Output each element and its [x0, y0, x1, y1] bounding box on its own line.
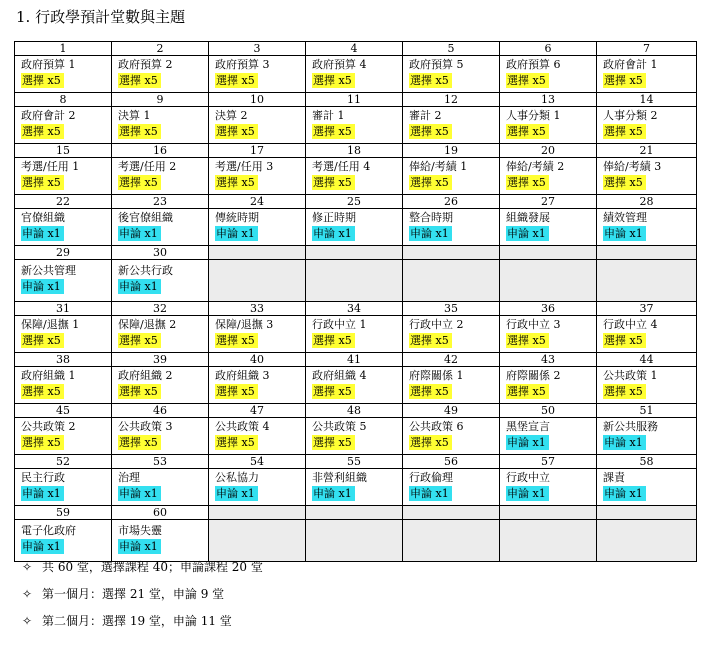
session-cell [209, 107, 306, 144]
session-topic-row [15, 107, 697, 144]
session-cell [597, 56, 697, 93]
empty-cell [209, 246, 306, 260]
session-topic: 傳統時期 [215, 211, 259, 224]
multiple-choice-badge: 選擇 x5 [409, 175, 452, 190]
session-number: 40 [209, 353, 306, 367]
essay-badge: 申論 x1 [603, 486, 646, 501]
session-topic: 民主行政 [21, 471, 65, 484]
multiple-choice-badge: 選擇 x5 [118, 435, 161, 450]
session-topic: 人事分類 1 [506, 109, 561, 122]
multiple-choice-badge: 選擇 x5 [506, 333, 549, 348]
session-cell [306, 418, 403, 455]
essay-badge: 申論 x1 [506, 435, 549, 450]
multiple-choice-badge: 選擇 x5 [603, 384, 646, 399]
session-cell [112, 260, 209, 302]
session-number: 55 [306, 455, 403, 469]
session-topic: 政府預算 1 [21, 58, 76, 71]
summary-note-text: 第一個月：選擇 21 堂，申論 9 堂 [42, 587, 225, 601]
session-cell [112, 316, 209, 353]
session-topic: 行政中立 3 [506, 318, 561, 331]
session-number-row [15, 404, 697, 418]
session-cell [15, 316, 112, 353]
essay-badge: 申論 x1 [215, 226, 258, 241]
session-cell [403, 107, 500, 144]
session-cell [209, 56, 306, 93]
empty-cell [403, 506, 500, 520]
session-topic-row [15, 520, 697, 562]
diamond-bullet-icon: ✧ [22, 560, 33, 574]
session-cell [209, 469, 306, 506]
session-cell [500, 418, 597, 455]
session-number-row [15, 93, 697, 107]
session-topic: 績效管理 [603, 211, 647, 224]
session-number: 41 [306, 353, 403, 367]
essay-badge: 申論 x1 [603, 226, 646, 241]
session-cell [15, 56, 112, 93]
session-topic: 行政中立 4 [603, 318, 658, 331]
session-number: 20 [500, 144, 597, 158]
session-cell [306, 107, 403, 144]
session-cell [112, 107, 209, 144]
session-number: 16 [112, 144, 209, 158]
session-cell [403, 418, 500, 455]
empty-cell [306, 520, 403, 562]
session-number: 24 [209, 195, 306, 209]
session-topic: 保障/退撫 1 [21, 318, 80, 331]
session-topic-row [15, 316, 697, 353]
session-topic: 行政中立 1 [312, 318, 367, 331]
empty-cell [306, 260, 403, 302]
session-number: 10 [209, 93, 306, 107]
session-number: 1 [15, 42, 112, 56]
empty-cell [306, 246, 403, 260]
essay-badge: 申論 x1 [506, 486, 549, 501]
summary-notes [22, 557, 263, 638]
multiple-choice-badge: 選擇 x5 [215, 435, 258, 450]
session-number-row [15, 195, 697, 209]
session-number: 13 [500, 93, 597, 107]
empty-cell [597, 520, 697, 562]
essay-badge: 申論 x1 [215, 486, 258, 501]
session-number: 18 [306, 144, 403, 158]
multiple-choice-badge: 選擇 x5 [215, 384, 258, 399]
session-number: 17 [209, 144, 306, 158]
multiple-choice-badge: 選擇 x5 [312, 333, 355, 348]
session-cell [597, 209, 697, 246]
session-topic: 審計 2 [409, 109, 442, 122]
multiple-choice-badge: 選擇 x5 [312, 384, 355, 399]
session-cell [15, 107, 112, 144]
empty-cell [500, 520, 597, 562]
session-number-row [15, 455, 697, 469]
session-cell [500, 316, 597, 353]
session-cell [403, 367, 500, 404]
multiple-choice-badge: 選擇 x5 [409, 333, 452, 348]
essay-badge: 申論 x1 [118, 279, 161, 294]
multiple-choice-badge: 選擇 x5 [506, 384, 549, 399]
session-topic: 公共政策 6 [409, 420, 464, 433]
session-topic: 行政中立 2 [409, 318, 464, 331]
session-cell [112, 367, 209, 404]
session-number: 42 [403, 353, 500, 367]
session-topic: 政府預算 5 [409, 58, 464, 71]
empty-cell [403, 520, 500, 562]
session-topic: 政府預算 2 [118, 58, 173, 71]
session-topic: 修正時期 [312, 211, 356, 224]
session-number: 8 [15, 93, 112, 107]
multiple-choice-badge: 選擇 x5 [21, 124, 64, 139]
session-topic-row [15, 367, 697, 404]
session-number: 54 [209, 455, 306, 469]
empty-cell [500, 246, 597, 260]
session-number-row [15, 42, 697, 56]
session-number: 29 [15, 246, 112, 260]
session-cell [403, 56, 500, 93]
summary-note [22, 611, 263, 638]
essay-badge: 申論 x1 [21, 486, 64, 501]
session-topic: 府際關係 1 [409, 369, 464, 382]
session-number: 4 [306, 42, 403, 56]
session-cell [112, 418, 209, 455]
session-number: 31 [15, 302, 112, 316]
session-topic: 府際關係 2 [506, 369, 561, 382]
session-number: 26 [403, 195, 500, 209]
session-topic: 人事分類 2 [603, 109, 658, 122]
multiple-choice-badge: 選擇 x5 [312, 73, 355, 88]
essay-badge: 申論 x1 [21, 279, 64, 294]
session-topic: 行政倫理 [409, 471, 453, 484]
summary-note [22, 584, 263, 611]
session-topic: 公共政策 4 [215, 420, 270, 433]
multiple-choice-badge: 選擇 x5 [21, 73, 64, 88]
session-topic: 市場失靈 [118, 524, 162, 537]
session-cell [15, 209, 112, 246]
session-topic: 決算 1 [118, 109, 151, 122]
session-cell [112, 469, 209, 506]
multiple-choice-badge: 選擇 x5 [215, 333, 258, 348]
session-number: 57 [500, 455, 597, 469]
session-cell [15, 469, 112, 506]
session-topic: 政府組織 1 [21, 369, 76, 382]
session-number: 50 [500, 404, 597, 418]
multiple-choice-badge: 選擇 x5 [506, 73, 549, 88]
session-number: 28 [597, 195, 697, 209]
multiple-choice-badge: 選擇 x5 [603, 124, 646, 139]
session-number: 59 [15, 506, 112, 520]
session-cell [500, 56, 597, 93]
session-cell [597, 418, 697, 455]
session-cell [112, 520, 209, 562]
session-number: 5 [403, 42, 500, 56]
multiple-choice-badge: 選擇 x5 [312, 435, 355, 450]
session-number: 14 [597, 93, 697, 107]
session-number: 36 [500, 302, 597, 316]
multiple-choice-badge: 選擇 x5 [506, 175, 549, 190]
session-number: 38 [15, 353, 112, 367]
essay-badge: 申論 x1 [21, 226, 64, 241]
essay-badge: 申論 x1 [21, 539, 64, 554]
session-topic: 審計 1 [312, 109, 345, 122]
session-cell [209, 316, 306, 353]
session-cell [306, 469, 403, 506]
multiple-choice-badge: 選擇 x5 [603, 333, 646, 348]
session-number: 60 [112, 506, 209, 520]
multiple-choice-badge: 選擇 x5 [312, 175, 355, 190]
session-cell [15, 520, 112, 562]
session-cell [403, 469, 500, 506]
multiple-choice-badge: 選擇 x5 [409, 73, 452, 88]
session-cell [306, 209, 403, 246]
session-number: 58 [597, 455, 697, 469]
session-number: 44 [597, 353, 697, 367]
session-number: 22 [15, 195, 112, 209]
session-topic: 俸給/考績 3 [603, 160, 662, 173]
session-number: 52 [15, 455, 112, 469]
summary-note-text: 第二個月：選擇 19 堂，申論 11 堂 [42, 614, 232, 628]
session-cell [306, 367, 403, 404]
session-number: 37 [597, 302, 697, 316]
session-cell [112, 209, 209, 246]
multiple-choice-badge: 選擇 x5 [215, 73, 258, 88]
multiple-choice-badge: 選擇 x5 [118, 333, 161, 348]
session-cell [209, 418, 306, 455]
session-number: 46 [112, 404, 209, 418]
session-topic: 保障/退撫 2 [118, 318, 177, 331]
session-topic: 治理 [118, 471, 140, 484]
session-topic: 課責 [603, 471, 625, 484]
multiple-choice-badge: 選擇 x5 [21, 333, 64, 348]
session-cell [209, 209, 306, 246]
session-topic: 俸給/考績 2 [506, 160, 565, 173]
empty-cell [500, 506, 597, 520]
session-number: 30 [112, 246, 209, 260]
session-topic-row [15, 469, 697, 506]
session-cell [597, 316, 697, 353]
summary-note [22, 557, 263, 584]
session-number: 56 [403, 455, 500, 469]
multiple-choice-badge: 選擇 x5 [312, 124, 355, 139]
session-cell [15, 367, 112, 404]
multiple-choice-badge: 選擇 x5 [603, 175, 646, 190]
session-number: 6 [500, 42, 597, 56]
empty-cell [500, 260, 597, 302]
session-cell [500, 469, 597, 506]
empty-cell [306, 506, 403, 520]
session-topic-row [15, 158, 697, 195]
session-topic: 政府預算 3 [215, 58, 270, 71]
session-cell [403, 158, 500, 195]
session-number: 12 [403, 93, 500, 107]
session-number: 25 [306, 195, 403, 209]
schedule-table [14, 41, 697, 562]
session-topic: 公共政策 3 [118, 420, 173, 433]
session-topic: 新公共服務 [603, 420, 658, 433]
session-number: 39 [112, 353, 209, 367]
session-cell [112, 158, 209, 195]
session-topic: 電子化政府 [21, 524, 76, 537]
session-number: 45 [15, 404, 112, 418]
session-topic: 公共政策 1 [603, 369, 658, 382]
multiple-choice-badge: 選擇 x5 [21, 435, 64, 450]
session-number: 7 [597, 42, 697, 56]
session-cell [500, 107, 597, 144]
session-cell [15, 158, 112, 195]
session-cell [597, 158, 697, 195]
session-topic: 政府預算 4 [312, 58, 367, 71]
session-cell [15, 260, 112, 302]
session-cell [500, 158, 597, 195]
session-number: 51 [597, 404, 697, 418]
empty-cell [209, 520, 306, 562]
session-cell [597, 469, 697, 506]
session-cell [209, 158, 306, 195]
essay-badge: 申論 x1 [312, 486, 355, 501]
session-topic: 考選/任用 4 [312, 160, 371, 173]
multiple-choice-badge: 選擇 x5 [506, 124, 549, 139]
session-topic: 考選/任用 3 [215, 160, 274, 173]
session-topic: 政府會計 1 [603, 58, 658, 71]
session-topic: 新公共管理 [21, 264, 76, 277]
session-topic: 官僚組織 [21, 211, 65, 224]
empty-cell [597, 246, 697, 260]
session-topic: 政府預算 6 [506, 58, 561, 71]
session-number: 19 [403, 144, 500, 158]
session-number: 43 [500, 353, 597, 367]
empty-cell [209, 506, 306, 520]
session-cell [306, 56, 403, 93]
session-cell [597, 107, 697, 144]
session-topic: 整合時期 [409, 211, 453, 224]
multiple-choice-badge: 選擇 x5 [409, 384, 452, 399]
essay-badge: 申論 x1 [118, 486, 161, 501]
empty-cell [597, 260, 697, 302]
empty-cell [209, 260, 306, 302]
session-topic: 非營利組織 [312, 471, 367, 484]
session-topic-row [15, 209, 697, 246]
multiple-choice-badge: 選擇 x5 [21, 384, 64, 399]
multiple-choice-badge: 選擇 x5 [118, 175, 161, 190]
session-number: 21 [597, 144, 697, 158]
session-number: 27 [500, 195, 597, 209]
session-topic-row [15, 260, 697, 302]
session-cell [306, 316, 403, 353]
session-number: 48 [306, 404, 403, 418]
multiple-choice-badge: 選擇 x5 [118, 384, 161, 399]
session-topic: 政府組織 4 [312, 369, 367, 382]
essay-badge: 申論 x1 [118, 539, 161, 554]
session-cell [306, 158, 403, 195]
multiple-choice-badge: 選擇 x5 [21, 175, 64, 190]
session-cell [597, 367, 697, 404]
session-number-row [15, 144, 697, 158]
session-number: 35 [403, 302, 500, 316]
multiple-choice-badge: 選擇 x5 [215, 175, 258, 190]
session-topic-row [15, 56, 697, 93]
session-number-row [15, 506, 697, 520]
session-cell [500, 209, 597, 246]
session-topic: 公共政策 2 [21, 420, 76, 433]
multiple-choice-badge: 選擇 x5 [118, 124, 161, 139]
session-topic: 公共政策 5 [312, 420, 367, 433]
session-topic: 考選/任用 1 [21, 160, 80, 173]
essay-badge: 申論 x1 [118, 226, 161, 241]
session-number-row [15, 302, 697, 316]
multiple-choice-badge: 選擇 x5 [215, 124, 258, 139]
document-title: 1. 行政學預計堂數與主題 [16, 8, 186, 26]
session-topic: 行政中立 [506, 471, 550, 484]
session-number-row [15, 246, 697, 260]
essay-badge: 申論 x1 [603, 435, 646, 450]
session-topic: 俸給/考績 1 [409, 160, 468, 173]
session-number: 34 [306, 302, 403, 316]
session-number: 32 [112, 302, 209, 316]
session-number: 15 [15, 144, 112, 158]
session-cell [15, 418, 112, 455]
session-number: 23 [112, 195, 209, 209]
essay-badge: 申論 x1 [312, 226, 355, 241]
session-cell [209, 367, 306, 404]
session-cell [112, 56, 209, 93]
session-topic: 組織發展 [506, 211, 550, 224]
session-topic: 政府組織 3 [215, 369, 270, 382]
session-number: 47 [209, 404, 306, 418]
session-number: 49 [403, 404, 500, 418]
multiple-choice-badge: 選擇 x5 [603, 73, 646, 88]
session-number: 9 [112, 93, 209, 107]
session-topic: 政府組織 2 [118, 369, 173, 382]
session-topic: 公私協力 [215, 471, 259, 484]
session-topic: 新公共行政 [118, 264, 173, 277]
multiple-choice-badge: 選擇 x5 [409, 124, 452, 139]
session-number: 53 [112, 455, 209, 469]
session-topic-row [15, 418, 697, 455]
session-cell [403, 209, 500, 246]
multiple-choice-badge: 選擇 x5 [409, 435, 452, 450]
session-topic: 政府會計 2 [21, 109, 76, 122]
empty-cell [403, 246, 500, 260]
session-topic: 決算 2 [215, 109, 248, 122]
session-topic: 考選/任用 2 [118, 160, 177, 173]
session-cell [500, 367, 597, 404]
multiple-choice-badge: 選擇 x5 [118, 73, 161, 88]
diamond-bullet-icon: ✧ [22, 587, 33, 601]
essay-badge: 申論 x1 [409, 226, 452, 241]
session-topic: 後官僚組織 [118, 211, 173, 224]
session-number: 33 [209, 302, 306, 316]
empty-cell [403, 260, 500, 302]
diamond-bullet-icon: ✧ [22, 614, 33, 628]
session-number-row [15, 353, 697, 367]
summary-note-text: 共 60 堂，選擇課程 40；申論課程 20 堂 [42, 560, 263, 574]
essay-badge: 申論 x1 [409, 486, 452, 501]
session-number: 11 [306, 93, 403, 107]
session-topic: 黑堡宣言 [506, 420, 550, 433]
session-number: 3 [209, 42, 306, 56]
session-topic: 保障/退撫 3 [215, 318, 274, 331]
session-number: 2 [112, 42, 209, 56]
essay-badge: 申論 x1 [506, 226, 549, 241]
session-cell [403, 316, 500, 353]
empty-cell [597, 506, 697, 520]
